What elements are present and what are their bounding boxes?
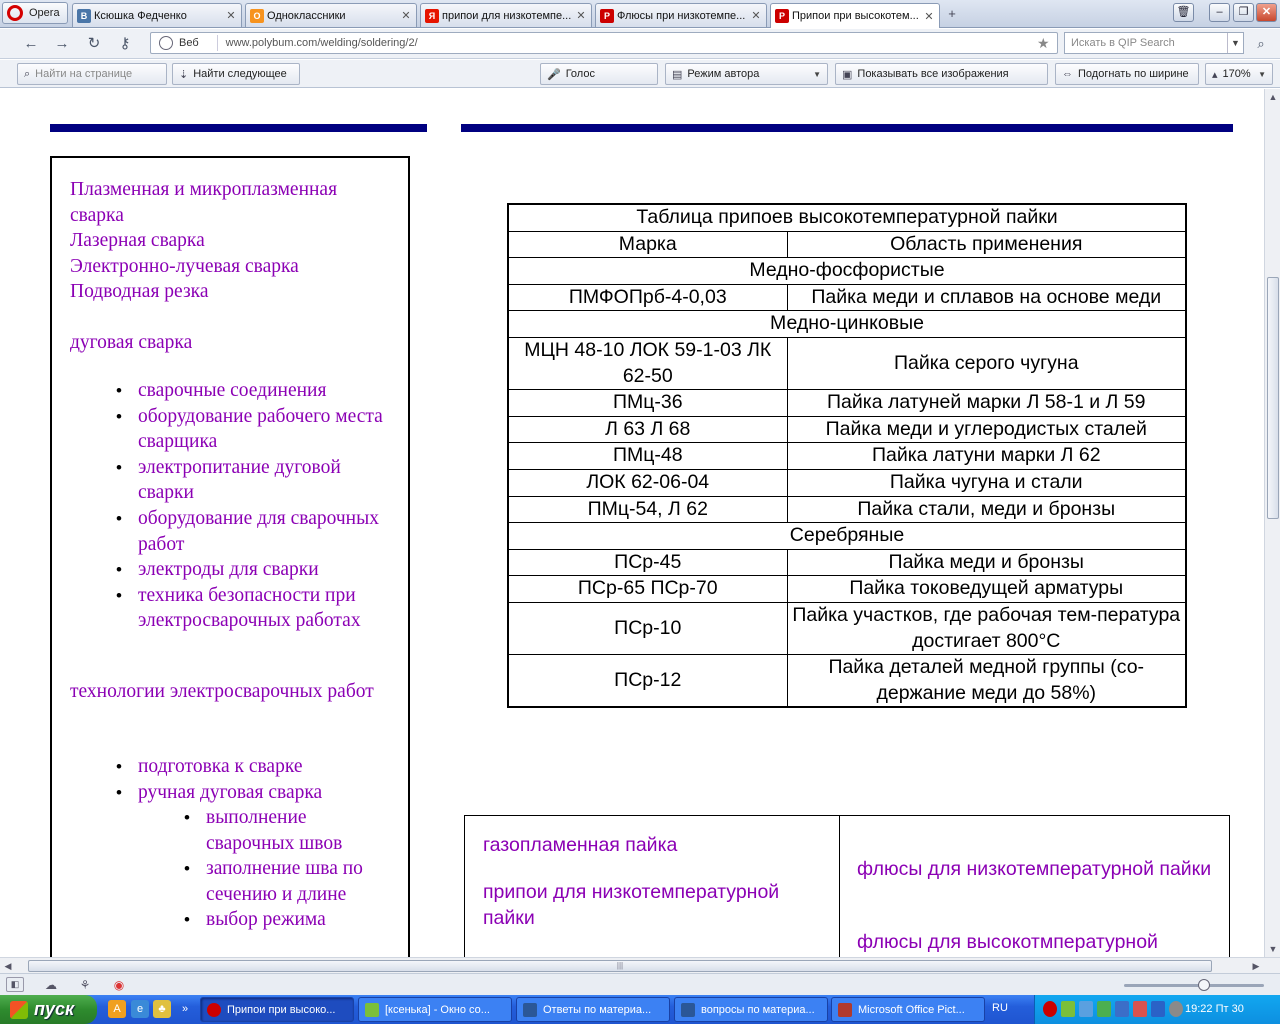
solder-use: Пайка латуни марки Л 62 [787,443,1186,470]
link-low-temp-solders[interactable]: припои для низкотемпературной пайки [483,881,780,929]
tab-odnoklassniki[interactable] [245,3,417,27]
language-indicator[interactable]: RU [992,1002,1008,1014]
table-title-row [508,204,1186,231]
search-icon: ⌕ [24,67,31,80]
find-next-icon: ⇣ [179,68,189,81]
opera-tray-icon[interactable] [1043,1001,1057,1017]
voice-button[interactable] [540,63,658,85]
solder-brand: ПМц-36 [508,390,787,417]
qip-tray-icon[interactable] [1061,1001,1075,1017]
page-viewport [0,89,1264,957]
microphone-icon: 🎤 [547,68,561,81]
solder-use: Пайка меди и углеродистых сталей [787,416,1186,443]
list-item[interactable] [206,805,376,856]
solder-use: Пайка меди и бронзы [787,549,1186,576]
task-label: Microsoft Office Pict... [858,1003,965,1016]
solder-table [507,203,1187,708]
link-gas-flame-soldering[interactable]: газопламенная пайка [483,834,678,856]
zoom-slider-knob[interactable] [1198,979,1210,991]
polybum-icon: P [775,9,789,23]
layout-icon: ▤ [672,68,683,81]
close-tab-icon[interactable]: ✕ [751,10,761,22]
column-header-use: Область применения [787,231,1186,258]
close-tab-icon[interactable]: ✕ [924,10,934,23]
task-word-1[interactable] [516,997,670,1022]
polybum-icon: P [600,9,614,23]
fit-width-button[interactable] [1055,63,1199,85]
vk-tray-icon[interactable] [1151,1001,1165,1017]
solder-table-container [507,203,1187,708]
tab-yandex[interactable] [420,3,592,27]
solder-brand: ПСр-12 [508,655,787,708]
voice-label: Голос [565,68,595,80]
show-images-button[interactable] [835,63,1048,85]
vertical-scrollbar[interactable] [1264,89,1280,957]
find-placeholder: Найти на странице [35,68,133,80]
network-icon[interactable] [1079,1001,1093,1017]
vk-icon: B [77,9,91,23]
yandex-icon: Я [425,9,439,23]
table-row [508,496,1186,523]
flag-icon[interactable] [1115,1001,1129,1017]
tech-link[interactable]: подготовка к сварке [138,756,303,777]
list-item[interactable] [138,780,398,806]
clock: 19:22 Пт 30 [1185,1003,1244,1015]
task-label: Припои при высоко... [227,1003,336,1016]
table-group-row [508,311,1186,338]
task-picture-manager[interactable] [831,997,985,1022]
nav-heading-arc[interactable]: дуговая сварка [70,332,193,353]
arc-link[interactable]: техника безопасности при электросварочных работах [138,584,361,632]
search-engine-icon[interactable]: ⌕ [1257,36,1265,51]
table-row [508,469,1186,496]
forward-icon[interactable]: → [54,35,70,52]
solder-use: Пайка токоведущей арматуры [787,576,1186,603]
column-divider [839,816,840,957]
group-name: Медно-фосфористые [508,258,1186,285]
list-item[interactable] [138,404,388,455]
close-window-icon[interactable]: ✕ [1256,3,1277,22]
new-tab-icon[interactable]: + [948,6,956,21]
minimize-icon[interactable]: – [1209,3,1230,22]
bookmark-star-icon[interactable]: ★ [1037,34,1050,51]
list-item[interactable] [138,754,398,780]
windows-taskbar [0,995,1280,1024]
close-tab-icon[interactable]: ✕ [226,10,236,22]
zoom-value: 170% [1222,68,1251,80]
turbo-icon[interactable]: ◉ [113,978,125,992]
table-row [508,602,1186,654]
solder-use: Пайка латуней марки Л 58-1 и Л 59 [787,390,1186,417]
scroll-right-icon[interactable]: ▶ [1252,961,1260,971]
table-row [508,284,1186,311]
maximize-icon[interactable]: ❐ [1233,3,1254,22]
task-label: Ответы по материа... [543,1003,652,1016]
tab-title: Флюсы при низкотемпе... [617,9,746,22]
quicklaunch-icon[interactable]: ♣ [153,1000,171,1018]
nav-link-underwater-cutting[interactable]: Подводная резка [70,281,209,303]
scroll-down-icon[interactable]: ▼ [1268,944,1278,954]
link-low-temp-fluxes[interactable]: флюсы для низкотемпературной пайки [857,858,1212,880]
left-header-bar [50,124,427,132]
quicklaunch-icon[interactable]: A [108,1000,126,1018]
solder-use: Пайка участков, где рабочая тем-пература достигает 800°С [787,602,1186,654]
find-input[interactable] [17,63,167,85]
link-icon[interactable]: ⚘ [79,978,91,992]
arc-list [138,378,388,634]
solder-use: Пайка меди и сплавов на основе меди [787,284,1186,311]
column-header-brand: Марка [508,231,787,258]
back-icon[interactable]: ← [23,35,39,52]
image-icon: ▣ [842,68,853,81]
subitem-link[interactable]: выполнение сварочных швов [206,807,343,854]
tab-bar [0,0,1280,28]
scroll-left-icon[interactable]: ◀ [4,961,12,971]
panel-toggle-icon[interactable]: ◧ [6,977,24,992]
manual-arc-sublist [206,805,376,933]
task-label: [ксенька] - Окно со... [385,1003,490,1016]
solder-brand: МЦН 48-10 ЛОК 59-1-03 ЛК 62-50 [508,337,787,389]
zoom-select[interactable] [1205,63,1273,85]
solder-brand: ЛОК 62-06-04 [508,469,787,496]
opera-icon [207,1003,221,1017]
globe-icon [159,36,173,50]
opera-menu-button[interactable] [2,2,68,24]
table-row [508,337,1186,389]
solder-use: Пайка чугуна и стали [787,469,1186,496]
list-item[interactable] [138,557,388,583]
find-next-label: Найти следующее [193,68,287,80]
volume-icon[interactable] [1169,1001,1183,1017]
scroll-thumb[interactable]: ||| [28,960,1212,972]
windows-logo-icon [10,1001,28,1019]
table-row [508,576,1186,603]
arc-link[interactable]: электроды для сварки [138,559,319,581]
zoom-icon: ▴ [1212,68,1218,81]
tab-vk[interactable] [72,3,242,27]
status-bar [0,973,1280,995]
ok-icon: О [250,9,264,23]
trash-icon[interactable]: 🗑 [1173,3,1194,22]
word-icon [523,1003,537,1017]
arc-link[interactable]: электропитание дуговой сварки [138,456,341,504]
table-row [508,549,1186,576]
solder-use: Пайка серого чугуна [787,337,1186,389]
search-placeholder[interactable]: Искать в QIP Search [1071,37,1175,49]
scroll-up-icon[interactable]: ▲ [1268,92,1278,102]
toolbar [0,60,1280,88]
unite-cloud-icon[interactable]: ☁ [45,978,57,992]
group-name: Серебряные [508,523,1186,550]
list-item[interactable] [138,583,388,634]
subitem-link[interactable]: выбор режима [206,909,326,931]
zoom-slider[interactable] [1124,984,1264,987]
left-navigation [50,156,410,957]
horizontal-scrollbar[interactable] [0,957,1280,973]
list-item[interactable] [206,907,376,933]
tab-title: Припои при высокотем... [792,10,919,22]
opera-menu-label: Opera [29,7,60,19]
arc-link[interactable]: оборудование рабочего места сварщика [138,405,383,453]
download-icon[interactable] [1097,1001,1111,1017]
list-item[interactable] [138,378,388,404]
close-tab-icon[interactable]: ✕ [401,10,411,22]
table-title: Таблица припоев высокотемпературной пайки [508,204,1186,231]
solder-brand: ПСр-10 [508,602,787,654]
word-icon [681,1003,695,1017]
author-mode-label: Режим автора [687,68,760,80]
table-row [508,443,1186,470]
solder-use: Пайка стали, меди и бронзы [787,496,1186,523]
find-next-button[interactable] [172,63,300,85]
search-field[interactable] [1064,32,1244,54]
link-high-temp-fluxes[interactable]: флюсы для высокотмпературной [857,931,1158,953]
task-opera[interactable] [200,997,354,1022]
solder-brand: ПМц-54, Л 62 [508,496,787,523]
solder-brand: ПСр-45 [508,549,787,576]
fit-width-label: Подогнать по ширине [1078,68,1189,80]
expand-quicklaunch-icon[interactable]: » [181,1003,189,1015]
table-row [508,390,1186,417]
ie-icon[interactable]: e [131,1000,149,1018]
solder-brand: ПСр-65 ПСр-70 [508,576,787,603]
antivirus-icon[interactable] [1133,1001,1147,1017]
fit-width-icon: ⇔ [1062,68,1073,80]
author-mode-dropdown[interactable] [665,63,828,85]
address-scope[interactable]: Веб [179,35,218,51]
list-item[interactable] [138,506,388,557]
tab-solder-high[interactable] [770,3,940,28]
solder-brand: Л 63 Л 68 [508,416,787,443]
table-row [508,655,1186,708]
list-item[interactable] [206,856,376,907]
tab-flux-low[interactable] [595,3,767,27]
arc-link[interactable]: оборудование для сварочных работ [138,507,379,555]
solder-table-body [508,204,1186,707]
task-label: вопросы по материа... [701,1003,815,1016]
group-name: Медно-цинковые [508,311,1186,338]
task-qip[interactable] [358,997,512,1022]
nav-top-links [70,177,390,305]
chevron-down-icon: ▼ [813,69,821,79]
start-button[interactable] [0,995,97,1024]
reload-icon[interactable]: ↻ [87,35,101,52]
table-row [508,416,1186,443]
solder-brand: ПМФОПрб-4-0,03 [508,284,787,311]
subitem-link[interactable]: заполнение шва по сечению и длине [206,858,363,905]
chevron-down-icon: ▼ [1258,69,1266,79]
solder-brand: ПМц-48 [508,443,787,470]
address-bar[interactable] [150,32,1058,54]
task-word-2[interactable] [674,997,828,1022]
qip-icon [365,1003,379,1017]
nav-link-laser[interactable]: Лазерная сварка [70,230,205,252]
nav-link-plasma[interactable]: Плазменная и микроплазменная сварка [70,179,338,226]
related-links-box [464,815,1230,957]
start-label: пуск [34,999,75,1019]
picture-manager-icon [838,1003,852,1017]
nav-heading-tech[interactable]: технологии электросварочных работ [70,681,374,702]
show-images-label: Показывать все изображения [857,68,1009,80]
close-tab-icon[interactable]: ✕ [576,10,586,22]
tab-title: Ксюшка Федченко [94,9,187,22]
opera-logo-icon [7,5,23,21]
nav-link-electron-beam[interactable]: Электронно-лучевая сварка [70,255,299,277]
tech-list [138,754,398,805]
table-group-row [508,258,1186,285]
tech-link[interactable]: ручная дуговая сварка [138,781,323,803]
list-item[interactable] [138,455,388,506]
navigation-bar [0,29,1280,59]
tab-title: припои для низкотемпе... [442,9,572,22]
arc-link[interactable]: сварочные соединения [138,380,327,401]
tab-title: Одноклассники [267,9,346,22]
chevron-down-icon[interactable]: ▼ [1227,33,1243,53]
table-group-row [508,523,1186,550]
table-header-row [508,231,1186,258]
key-icon[interactable]: ⚷ [119,35,131,52]
url-text[interactable]: www.polybum.com/welding/soldering/2/ [225,37,418,49]
scroll-thumb[interactable] [1267,277,1279,519]
right-header-bar [461,124,1233,132]
solder-use: Пайка деталей медной группы (со-держание меди до 58%) [787,655,1186,708]
